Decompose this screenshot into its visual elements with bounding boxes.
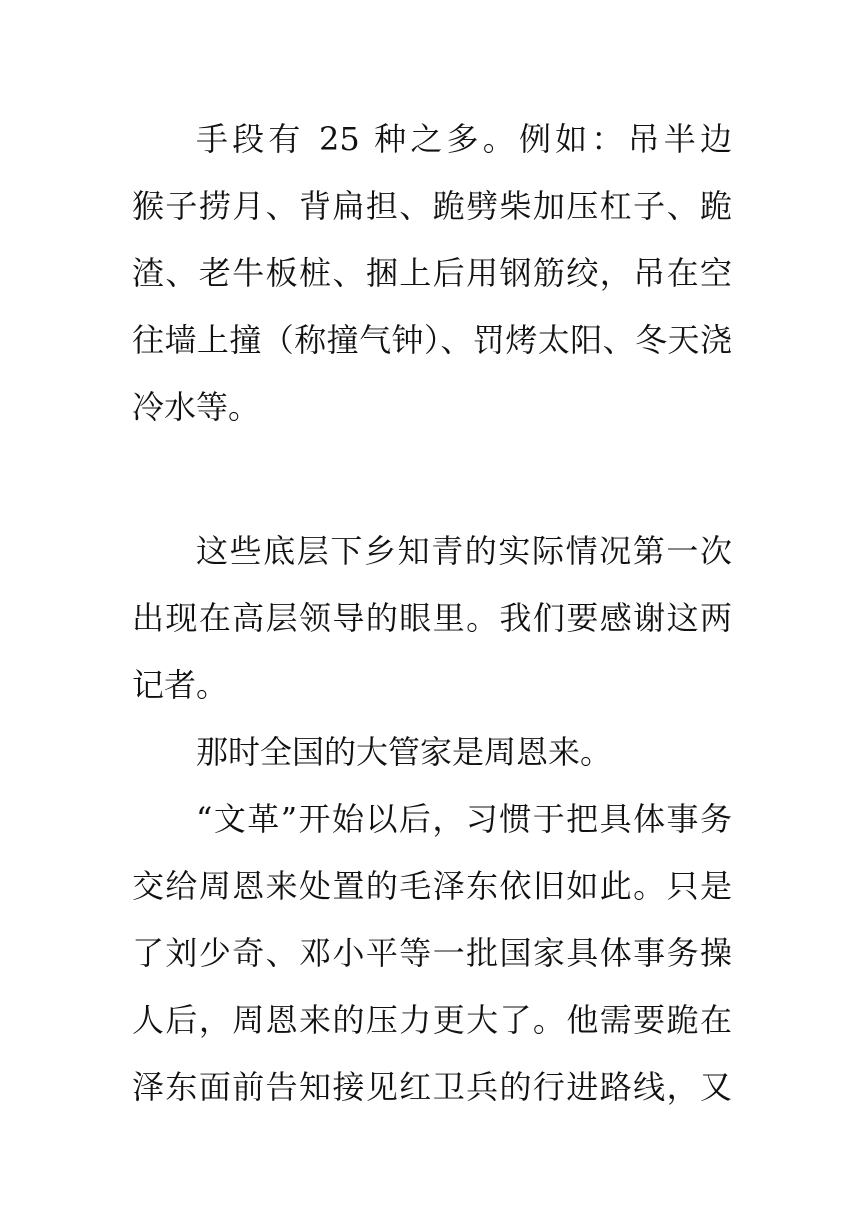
text-line: 那时全国的大管家是周恩来。 xyxy=(196,733,613,771)
paragraph-torture-methods xyxy=(132,106,732,441)
text-line: 出现在高层领导的眼里。我们要感谢这两 xyxy=(132,599,732,637)
text-line: 手段有 25 种之多。例如：吊半边 xyxy=(196,120,732,158)
text-line: 这些底层下乡知青的实际情况第一次 xyxy=(196,532,732,570)
text-line: 了刘少奇、邓小平等一批国家具体事务操 xyxy=(132,934,732,972)
text-line: 渣、老牛板桩、捆上后用钢筋绞，吊在空 xyxy=(132,254,732,292)
paragraph-reporters xyxy=(132,518,732,719)
text-line: 记者。 xyxy=(132,666,229,704)
text-line: 冷水等。 xyxy=(132,388,261,426)
text-line: 往墙上撞（称撞气钟）、罚烤太阳、冬天浇 xyxy=(132,321,732,359)
text-line: 猴子捞月、背扁担、跪劈柴加压杠子、跪 xyxy=(132,187,732,225)
paragraph-cultural-revolution xyxy=(132,786,732,1121)
text-line: “文革”开始以后，习惯于把具体事务 xyxy=(196,800,732,838)
paragraph-zhou-enlai xyxy=(132,719,732,786)
text-line: 交给周恩来处置的毛泽东依旧如此。只是 xyxy=(132,867,732,905)
text-line: 泽东面前告知接见红卫兵的行进路线，又 xyxy=(132,1068,732,1106)
text-line: 人后，周恩来的压力更大了。他需要跪在 xyxy=(132,1001,732,1039)
